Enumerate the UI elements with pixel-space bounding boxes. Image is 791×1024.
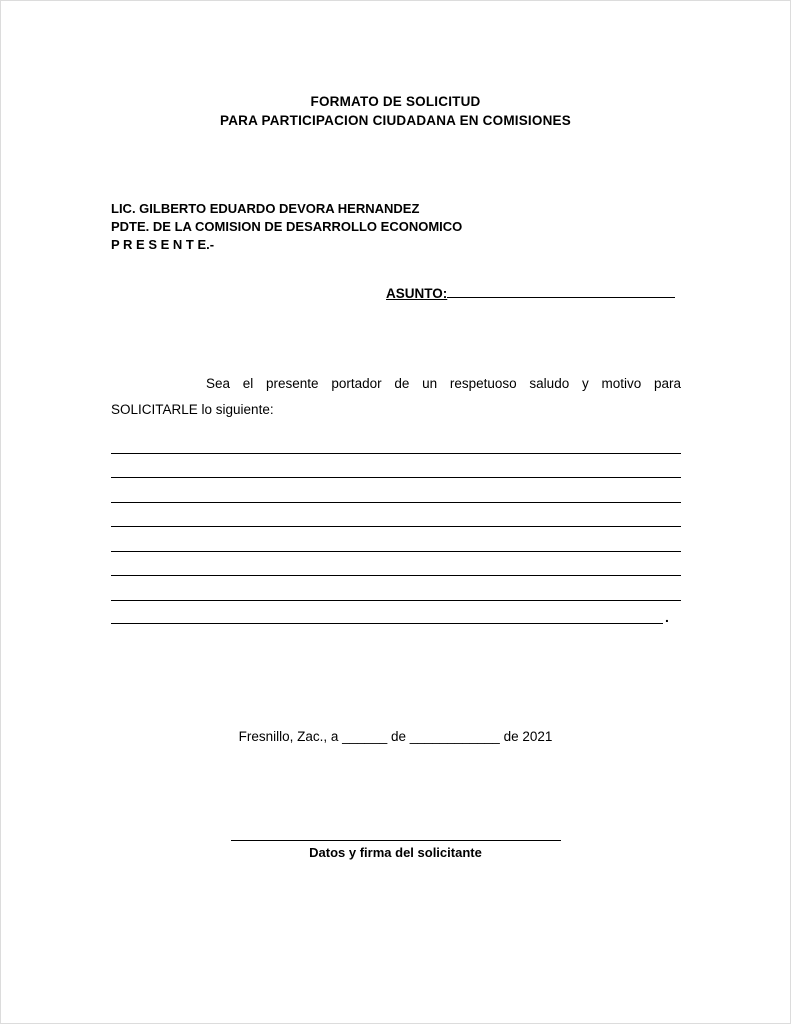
blank-line bbox=[111, 478, 681, 503]
title-line-2: PARA PARTICIPACION CIUDADANA EN COMISIONES bbox=[220, 113, 571, 128]
addressee-name: LIC. GILBERTO EDUARDO DEVORA HERNANDEZ bbox=[111, 201, 420, 216]
subject-blank-line bbox=[447, 284, 675, 298]
blank-line bbox=[111, 429, 681, 454]
subject-label: ASUNTO: bbox=[386, 286, 448, 301]
addressee-presente: P R E S E N T E.- bbox=[111, 237, 215, 252]
body-paragraph: Sea el presente portador de un respetuoso saludo y motivo para SOLICITARLE lo siguiente: bbox=[111, 376, 681, 417]
blank-line bbox=[111, 454, 681, 479]
blank-line bbox=[111, 503, 681, 528]
signature-block bbox=[1, 816, 790, 860]
blank-line bbox=[111, 527, 681, 552]
addressee-role: PDTE. DE LA COMISION DE DESARROLLO ECONOMICO bbox=[111, 219, 463, 234]
date-line: Fresnillo, Zac., a ______ de ____________ de 2021 bbox=[238, 729, 553, 744]
ruled-lines bbox=[111, 429, 681, 624]
addressee-block bbox=[111, 200, 462, 254]
blank-line bbox=[111, 576, 681, 601]
blank-line-fill bbox=[111, 600, 663, 625]
line-end-period: . bbox=[665, 609, 669, 625]
signature-caption: Datos y firma del solicitante bbox=[309, 845, 482, 860]
signature-line bbox=[231, 816, 561, 841]
blank-line-last bbox=[111, 601, 681, 625]
blank-line bbox=[111, 552, 681, 577]
document-title bbox=[1, 92, 790, 130]
title-line-1: FORMATO DE SOLICITUD bbox=[310, 94, 481, 109]
subject-row bbox=[386, 284, 675, 301]
